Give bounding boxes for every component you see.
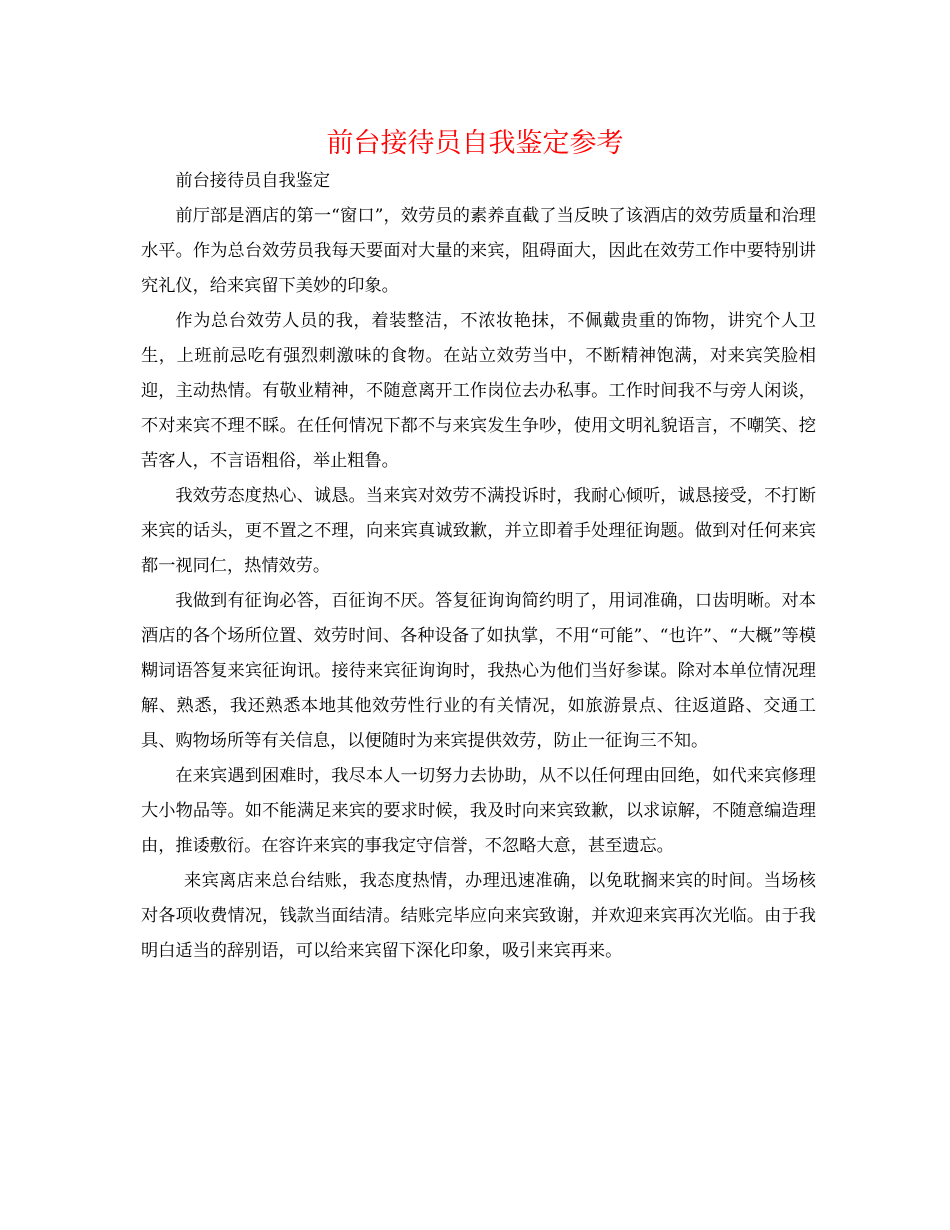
body-paragraph: 我效劳态度热心、诚恳。当来宾对效劳不满投诉时，我耐心倾听，诚恳接受，不打断来宾的话头，更不置之不理，向来宾真诚致歉，并立即着手处理征询题。做到对任何来宾都一视同仁，热情效劳。 (141, 486, 816, 576)
body-paragraph: 来宾离店来总台结账，我态度热情，办理迅速准确，以免耽搁来宾的时间。当场核对各项收费情况，钱款当面结清。结账完毕应向来宾致谢，并欢迎来宾再次光临。由于我明白适当的辞别语，可以给来宾留下深化印象，吸引来宾再来。 (141, 871, 816, 961)
document-title: 前台接待员自我鉴定参考 (326, 128, 624, 159)
body-paragraph: 在来宾遇到困难时，我尽本人一切努力去协助，从不以任何理由回绝，如代来宾修理大小物品等。如不能满足来宾的要求时候，我及时向来宾致歉，以求谅解，不随意编造理由，推诿敷衍。在容许来宾的事我定守信誉，不忽略大意，甚至遗忘。 (141, 766, 816, 856)
body-paragraph: 作为总台效劳人员的我，着装整洁，不浓妆艳抹，不佩戴贵重的饰物，讲究个人卫生，上班前忌吃有强烈刺激味的食物。在站立效劳当中，不断精神饱满，对来宾笑脸相迎，主动热情。有敬业精神，不随意离开工作岗位去办私事。工作时间我不与旁人闲谈，不对来宾不理不睬。在任何情况下都不与来宾发生争吵，使用文明礼貌语言，不嘲笑、挖苦客人，不言语粗俗，举止粗鲁。 (141, 311, 816, 471)
subtitle-paragraph: 前台接待员自我鉴定 (175, 171, 331, 191)
body-paragraph: 前厅部是酒店的第一“窗口”，效劳员的素养直截了当反映了该酒店的效劳质量和治理水平。作为总台效劳员我每天要面对大量的来宾，阻碍面大，因此在效劳工作中要特别讲究礼仪，给来宾留下美妙的印象。 (141, 206, 816, 296)
body-paragraph: 我做到有征询必答，百征询不厌。答复征询询简约明了，用词准确，口齿明晰。对本酒店的各个场所位置、效劳时间、各种设备了如执掌，不用“可能”、“也许”、“大概”等模糊词语答复来宾征询讯。接待来宾征询询时，我热心为他们当好参谋。除对本单位情况理解、熟悉，我还熟悉本地其他效劳性行业的有关情况，如旅游景点、往返道路、交通工具、购物场所等有关信息，以便随时为来宾提供效劳，防止一征询三不知。 (141, 591, 816, 751)
document-body (141, 164, 816, 969)
